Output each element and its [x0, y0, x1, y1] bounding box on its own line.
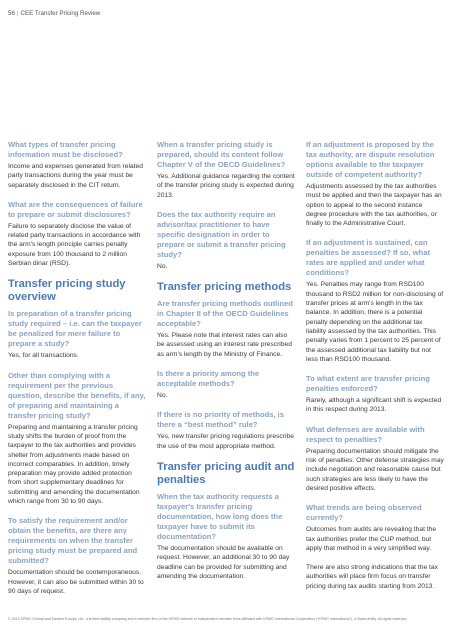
question-heading: What are the consequences of failure to prepare or submit disclosures?: [8, 199, 143, 219]
question-heading: If an adjustment is proposed by the tax authority, are dispute resolution options available to the taxpayer outside of competent authority?: [306, 140, 435, 179]
answer-paragraph: Preparing and maintaining a transfer pricing study shifts the burden of proof from the taxpayer to the tax authorities and provides shelter from adjustments made based on incorrect comparables. In addition, timely preparation may provide added protection from short supplementary deadlines for submitting and amending the documentation which range from 30 to 90 days.: [8, 423, 140, 506]
answer-paragraph: Failure to separately disclose the value of related party transactions in accordance with the arm's length principle carries penalty exposure from 100 thousand to 2 million Serbian dinar (RSD).: [8, 222, 141, 268]
answer-paragraph: Yes, new transfer pricing regulations prescribe the use of the most appropriate method.: [157, 433, 294, 450]
column-1: [8, 140, 146, 606]
answer-paragraph: Adjustments assessed by the tax authorities must be applied and then the taxpayer has an option to appeal to the second instance degree procedure with the tax authorities, or finally to the Administrative Court.: [306, 183, 442, 228]
answer-paragraph: No.: [157, 392, 168, 400]
answer-paragraph: There are also strong indications that the tax authorities will place firm focus on transfer pricing during tax audits starting from 2013.: [306, 564, 438, 590]
section-heading: Transfer pricing audit and penalties: [157, 460, 295, 486]
answer-paragraph: Rarely, although a significant shift is expected in this respect during 2013.: [306, 397, 442, 414]
page-number: 56: [8, 10, 15, 17]
answer-paragraph: Documentation should be contemporaneous. However, it can also be submitted within 30 to 90 days of request.: [8, 569, 144, 595]
question-heading: To what extent are transfer pricing penalties enforced?: [306, 374, 430, 394]
question-heading: What defenses are available with respect to penalties?: [306, 424, 425, 444]
question-heading: Are transfer pricing methods outlined in Chapter II of the OECD Guidelines acceptable?: [157, 299, 293, 329]
section-heading: Transfer pricing study overview: [8, 278, 126, 304]
content-columns: [8, 140, 444, 606]
answer-paragraph: No.: [157, 262, 168, 270]
column-2: [157, 140, 295, 606]
question-heading: What trends are being observed currently?: [306, 503, 422, 523]
question-heading: When a transfer pricing study is prepared, should its content follow Chapter V of the OECD Guidelines?: [157, 140, 286, 169]
question-heading: When the tax authority requests a taxpayer's transfer pricing documentation, how long does the taxpayer have to submit its documentation?: [157, 491, 283, 541]
question-heading: Is preparation of a transfer pricing study required – i.e. can the taxpayer be penalized for mere failure to prepare a study?: [8, 309, 142, 349]
document-title: CEE Transfer Pricing Review: [20, 10, 101, 17]
question-heading: If an adjustment is sustained, can penalties be assessed? If so, what rates are applied and under what conditions?: [306, 238, 431, 278]
question-heading: Does the tax authority require an advisor/tax practitioner to have specific designation in order to prepare or submit a transfer pricing study?: [157, 209, 286, 259]
section-heading: Transfer pricing methods: [157, 281, 292, 294]
header-separator: |: [16, 10, 19, 17]
answer-paragraph: Preparing documentation should mitigate the risk of penalties. Other defense strategies may include negotiation and reasonable cause but such strategies are less likely to have the desired positive effects.: [306, 447, 444, 492]
answer-paragraph: Yes. Please note that interest rates can also be assessed using an interest rate prescribed as arm's length by the Ministry of Finance.: [157, 332, 292, 358]
answer-paragraph: The documentation should be available on request. However, an additional 30 to 90 day deadline can be provided for submitting and amending the documentation.: [157, 544, 290, 580]
answer-paragraph: Outcomes from audits are revealing that the tax authorities prefer the CUP method, but apply that method in a very simplified way.: [306, 526, 437, 552]
question-heading: If there is no priority of methods, is there a “best method” rule?: [157, 410, 284, 430]
column-3: [306, 140, 444, 606]
answer-paragraph: Yes. Additional guidance regarding the content of the transfer pricing study is expected during 2013.: [157, 173, 295, 199]
answer-paragraph: Yes, for all transactions.: [8, 352, 79, 360]
question-heading: Is there a priority among the acceptable methods?: [157, 369, 260, 389]
copyright-footer: © 2013 KPMG Central and Eastern Europe Ltd., a limited liability company and a member firm of the KPMG network of independent member firms affiliated with KPMG International Cooperative (“KPMG International”), a Swiss entity. All rights reserved.: [8, 617, 408, 621]
answer-paragraph: Yes. Penalties may range from RSD100 thousand to RSD2 million for non-disclosing of transfer prices at arm's length in the tax balance. In addition, there is a potential penalty depending on the additional tax liability assessed by the tax authorities. This penalty varies from 1 percent to 25 percent of the assessed additional tax liability but not less than RSD100 thousand.: [306, 281, 444, 363]
question-heading: Other than complying with a requirement per the previous question, describe the benefits, if any, of preparing and maintaining a transfer pricing study?: [8, 370, 146, 420]
answer-paragraph: Income and expenses generated from related party transactions during the year must be separately disclosed in the CIT return.: [8, 163, 143, 189]
question-heading: What types of transfer pricing information must be disclosed?: [8, 140, 123, 159]
question-heading: To satisfy the requirement and/or obtain the benefits, are there any requirements on when the transfer pricing study must be prepared and submitted?: [8, 516, 138, 566]
page-header: [8, 10, 100, 17]
